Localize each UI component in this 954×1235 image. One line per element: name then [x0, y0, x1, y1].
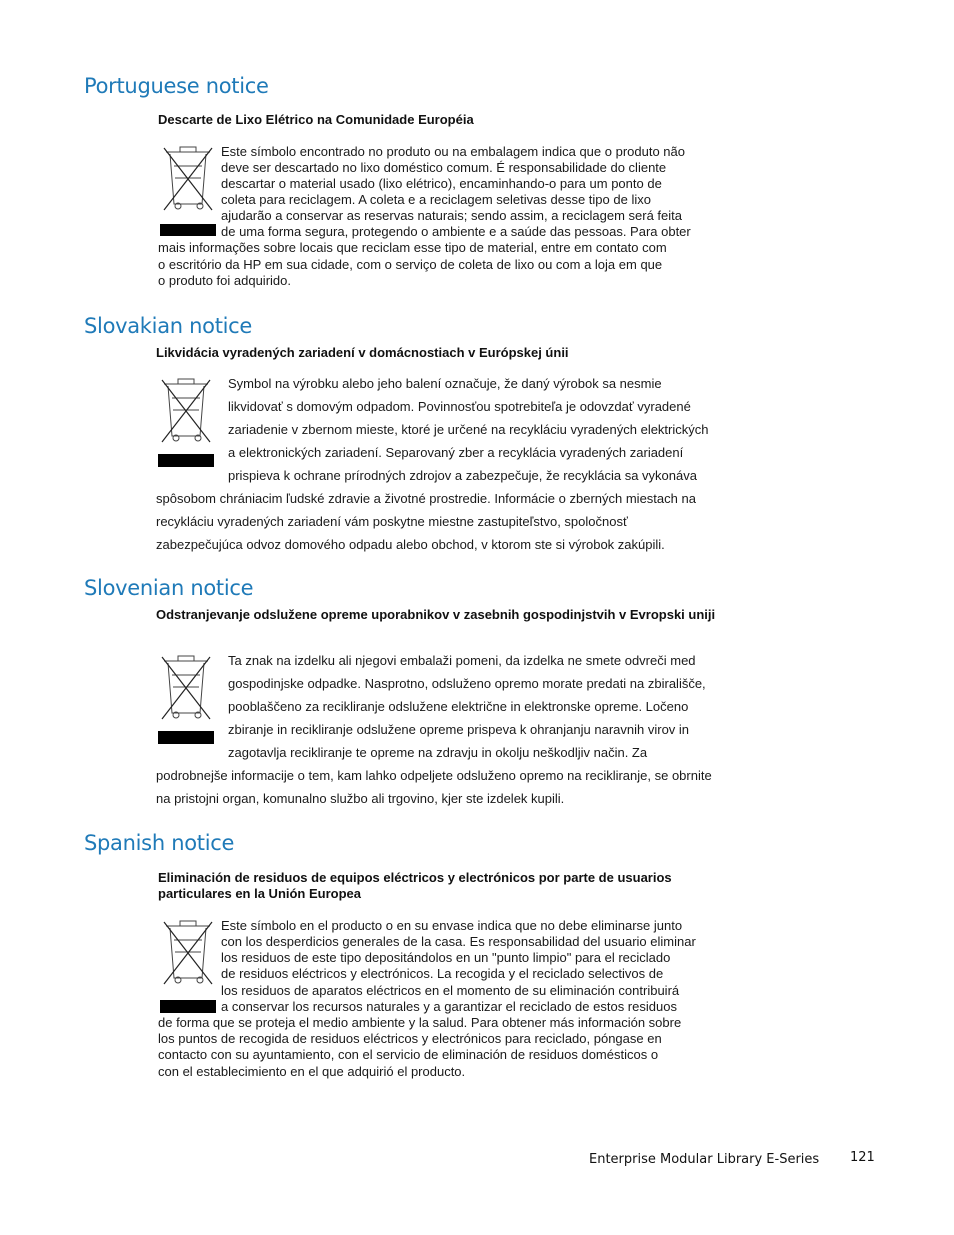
- body-line: los puntos de recogida de residuos eléctricos y electrónicos para reciclado, póngase en: [158, 1031, 662, 1046]
- slovenian-heading: Slovenian notice: [84, 576, 254, 600]
- body-line: recykláciu vyradených zariadení vám poskytne miestne zastupiteľstvo, spoločnosť: [156, 514, 628, 529]
- portuguese-subheading: Descarte de Lixo Elétrico na Comunidade Européia: [158, 112, 474, 127]
- body-line: likvidovať s domovým odpadom. Povinnosťou spotrebiteľa je odovzdať vyradené: [228, 399, 691, 414]
- weee-bin-icon: [160, 144, 216, 236]
- body-line: Este símbolo encontrado no produto ou na embalagem indica que o produto não: [221, 144, 685, 159]
- body-line: Ta znak na izdelku ali njegovi embalaži pomeni, da izdelka ne smete odvreči med: [228, 653, 696, 668]
- body-line: pooblaščeno za recikliranje odslužene električne in elektronske opreme. Ločeno: [228, 699, 689, 714]
- body-line: a elektronických zariadení. Separovaný zber a recyklácia vyradených zariadení: [228, 445, 684, 460]
- body-line: na pristojni organ, komunalno službo ali trgovino, kjer ste izdelek kupili.: [156, 791, 565, 806]
- spanish-subheading: Eliminación de residuos de equipos eléctricos y electrónicos por parte de usuarios particulares en la Unión Europea: [158, 870, 672, 901]
- body-line: de forma que se proteja el medio ambiente y la salud. Para obtener más información sobre: [158, 1015, 682, 1030]
- body-line: Symbol na výrobku alebo jeho balení označuje, že daný výrobok sa nesmie: [228, 376, 662, 391]
- body-line: Este símbolo en el producto o en su envase indica que no debe eliminarse junto: [221, 918, 683, 933]
- weee-bin-icon: [158, 653, 214, 745]
- slovakian-subheading: Likvidácia vyradených zariadení v domácnostiach v Európskej únii: [156, 345, 569, 360]
- slovakian-heading: Slovakian notice: [84, 314, 253, 338]
- body-line: con los desperdicios generales de la casa. Es responsabilidad del usuario eliminar: [221, 934, 696, 949]
- slovenian-subheading: Odstranjevanje odslužene opreme uporabnikov v zasebnih gospodinjstvih v Evropski uniji: [156, 607, 716, 622]
- spanish-heading: Spanish notice: [84, 831, 235, 855]
- body-line: gospodinjske odpadke. Nasprotno, odsluženo opremo morate predati na zbirališče,: [228, 676, 706, 691]
- footer-title: Enterprise Modular Library E-Series: [589, 1152, 820, 1167]
- body-line: descartar o material usado (lixo elétrico), encaminhando-o para um ponto de: [221, 176, 662, 191]
- portuguese-heading: Portuguese notice: [84, 74, 269, 98]
- body-line: zagotavlja recikliranje te opreme na zdravju in okolju neškodljiv način. Za: [228, 745, 648, 760]
- body-line: podrobnejše informacije o tem, kam lahko odpeljete odsluženo opremo na recikliranje, se obrnite: [156, 768, 712, 783]
- body-line: los residuos de este tipo depositándolos en un "punto limpio" para el reciclado: [221, 950, 671, 965]
- body-line: de residuos eléctricos y electrónicos. La recogida y el reciclado selectivos de: [221, 966, 664, 981]
- body-line: los residuos de aparatos eléctricos en el momento de su eliminación contribuirá: [221, 983, 680, 998]
- body-line: a conservar los recursos naturales y a garantizar el reciclado de estos residuos: [221, 999, 677, 1014]
- body-line: prispieva k ochrane prírodných zdrojov a zabezpečuje, že recyklácia sa vykonáva: [228, 468, 697, 483]
- body-line: ajudarão a conservar as reservas naturais; sendo assim, a reciclagem será feita: [221, 208, 682, 223]
- body-line: deve ser descartado no lixo doméstico comum. É responsabilidade do cliente: [221, 160, 667, 175]
- body-line: zbiranje in recikliranje odslužene opreme prispeva k ohranjanju naravnih virov in: [228, 722, 690, 737]
- weee-bin-icon: [160, 918, 216, 1010]
- body-line: coleta para reciclagem. A coleta e a reciclagem seletivas desse tipo de lixo: [221, 192, 651, 207]
- body-line: mais informações sobre locais que reciclam esse tipo de material, entre em contato com: [158, 240, 667, 255]
- body-line: zabezpečujúca odvoz domového odpadu alebo obchod, v ktorom ste si výrobok zakúpili.: [156, 537, 665, 552]
- body-line: o produto foi adquirido.: [158, 273, 291, 288]
- body-line: o escritório da HP em sua cidade, com o serviço de coleta de lixo ou com a loja em que: [158, 257, 663, 272]
- body-line: de uma forma segura, protegendo o ambiente e a saúde das pessoas. Para obter: [221, 224, 691, 239]
- body-line: spôsobom chrániacim ľudské zdravie a životné prostredie. Informácie o zberných miestach na: [156, 491, 696, 506]
- body-line: zariadenie v zbernom mieste, ktoré je určené na recykláciu vyradených elektrických: [228, 422, 709, 437]
- body-line: con el establecimiento en el que adquirió el producto.: [158, 1064, 466, 1079]
- weee-bin-icon: [158, 376, 214, 468]
- page-number: 121: [850, 1150, 875, 1165]
- body-line: contacto con su ayuntamiento, con el servicio de eliminación de residuos domésticos o: [158, 1047, 659, 1062]
